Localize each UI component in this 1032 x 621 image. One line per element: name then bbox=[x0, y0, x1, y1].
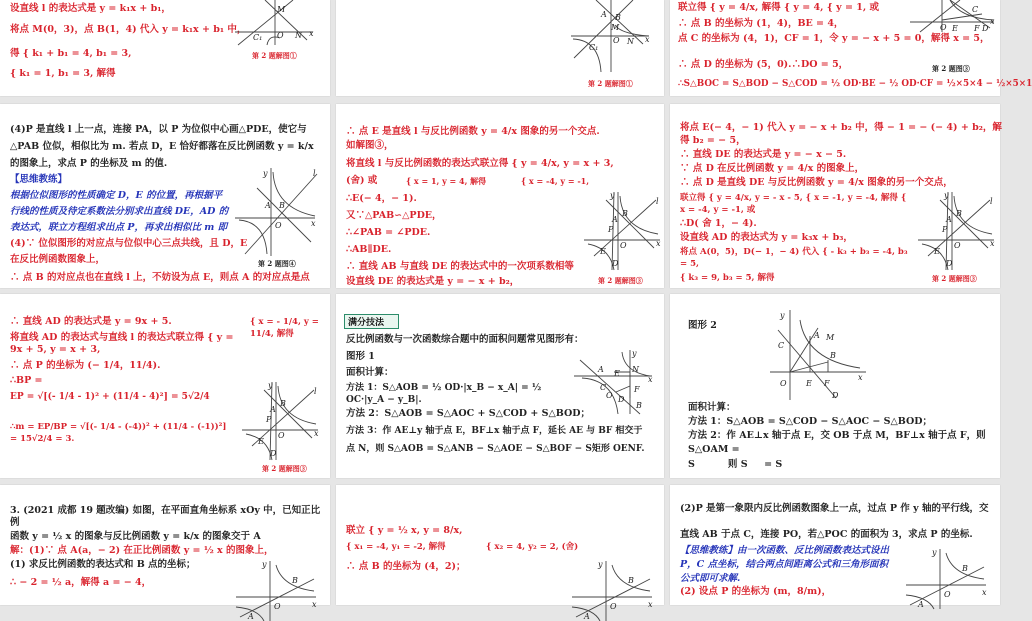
slide-4[interactable] bbox=[0, 104, 330, 288]
diagram-label: B bbox=[956, 209, 962, 218]
diagram-label: x bbox=[309, 29, 314, 38]
text-line: ∴D( 舍 1，− 4). bbox=[680, 218, 757, 229]
diagram-label: D bbox=[832, 391, 839, 400]
text-line: ∴ 点 B 的坐标为 (4，2)； bbox=[346, 561, 466, 572]
text-line: S△OAM = bbox=[688, 444, 740, 455]
diagram-label: O bbox=[620, 241, 627, 250]
hint-text: 公式即可求解. bbox=[680, 573, 741, 584]
slide-6[interactable] bbox=[670, 104, 1000, 288]
text-line: 直线 AB 于点 C，连接 PO，若△POC 的面积为 3，求点 P 的坐标. bbox=[680, 529, 973, 540]
text-line: 面积计算： bbox=[346, 367, 394, 378]
diagram-label: D bbox=[618, 395, 625, 404]
text-line: 设直线 l 的表达式是 y = k₁x + b₁， bbox=[10, 3, 171, 14]
slide-5[interactable] bbox=[336, 104, 664, 288]
text-line: (舍) 或 bbox=[346, 175, 378, 186]
text-line: 得 { k₁ + b₁ = 4, b₁ = 3, bbox=[10, 48, 132, 59]
slide-7[interactable] bbox=[0, 294, 330, 478]
slide-12[interactable] bbox=[670, 485, 1000, 609]
figure-diagram bbox=[235, 0, 315, 45]
diagram-label: O bbox=[606, 391, 613, 400]
diagram-label: B bbox=[636, 401, 642, 410]
text-line: ∴ 点 D 的坐标为 (5，0).∴DO = 5， bbox=[678, 59, 849, 70]
text-line: ∴ 点 B 的坐标为 (1，4)，BE = 4， bbox=[678, 18, 844, 29]
text-line: ∴ 点 B 的对应点也在直线 l 上，不妨设为点 E，则点 A 的对应点是点 bbox=[10, 272, 310, 283]
diagram-label: A bbox=[270, 405, 276, 414]
diagram-label: B bbox=[292, 576, 298, 585]
diagram-label: O bbox=[944, 590, 951, 599]
diagram-label: x bbox=[648, 600, 653, 609]
text-line: ∴ 直线 AD 的表达式是 y = 9x + 5. bbox=[10, 316, 172, 327]
text-line: ∴AB∥DE. bbox=[346, 244, 392, 255]
text-line: { k₁ = 1, b₁ = 3, 解得 bbox=[10, 68, 116, 79]
diagram-label: N bbox=[627, 37, 634, 46]
diagram-label: O bbox=[275, 221, 282, 230]
figure-caption: 第 2 题解图③ bbox=[598, 276, 643, 285]
diagram-label: x bbox=[990, 239, 995, 248]
diagram-label: C₁ bbox=[253, 33, 263, 42]
slide-10[interactable] bbox=[0, 485, 330, 621]
diagram-label: O bbox=[277, 31, 284, 40]
diagram-label: O bbox=[780, 379, 787, 388]
figure-diagram bbox=[770, 310, 866, 400]
diagram-lines bbox=[242, 382, 318, 460]
diagram-line bbox=[615, 25, 649, 36]
text-line: 联立得 { y = 4/x, 解得 { y = 4, { y = 1, 或 bbox=[678, 2, 879, 13]
figure-caption: 第 2 题图③ bbox=[932, 64, 970, 73]
figure-caption: 第 2 题解图③ bbox=[932, 274, 977, 283]
figure-caption: 第 2 题图④ bbox=[258, 259, 296, 268]
diagram-label: x bbox=[656, 239, 661, 248]
figure-caption: 第 2 题解图① bbox=[588, 79, 633, 88]
diagram-label: A bbox=[584, 612, 590, 621]
text-line: 图形 1 bbox=[346, 351, 375, 362]
text-line: EP = √[(- 1/4 - 1)² + (11/4 - 4)²] = 5√2/4 bbox=[10, 392, 210, 402]
diagram-line bbox=[574, 0, 633, 58]
text-line: 将点 A(0，5)，D(− 1，− 4) 代入 { - k₃ + b₃ = -4, b₃ = 5, bbox=[680, 247, 908, 269]
diagram-label: A bbox=[946, 215, 952, 224]
text-line: 方法 2：S△AOB = S△AOC + S△COD + S△BOD； bbox=[346, 408, 590, 419]
text-line: { x = - 1/4, y = 11/4, 解得 bbox=[250, 317, 319, 339]
diagram-line bbox=[257, 188, 311, 242]
text-line: 如解图③， bbox=[346, 140, 394, 151]
text-line: 函数 y = ½ x 的图象与反比例函数 y = k/x 的图象交于 A bbox=[10, 531, 261, 542]
text-line: ∴∠PAB = ∠PDE. bbox=[346, 227, 431, 238]
text-line: 将点 E(− 4，− 1) 代入 y = − x + b₂ 中，得 − 1 = − (− 4) + b₂，解 bbox=[680, 122, 1002, 133]
text-line: ∴S△BOC = S△BOD − S△COD = ½ OD·BE − ½ OD·CF = ½×5×4 − ½×5×1 bbox=[678, 79, 1032, 89]
diagram-lines bbox=[571, 0, 649, 72]
diagram-label: C bbox=[778, 341, 785, 350]
diagram-label: E bbox=[952, 24, 958, 33]
figure-diagram bbox=[242, 382, 320, 458]
slide-8[interactable] bbox=[336, 294, 664, 478]
text-line: 得 b₂ = − 5， bbox=[680, 135, 746, 146]
diagram-label: P bbox=[942, 225, 948, 234]
text-line: 点 N，则 S△AOB = S△ANB − S△AOE − S△BOF − S矩形 OENF. bbox=[346, 444, 645, 454]
slide-2[interactable] bbox=[336, 0, 664, 96]
text-line: ∴E(− 4，− 1). bbox=[346, 193, 417, 204]
text-line: ∴ − 2 = ½ a，解得 a = − 4， bbox=[10, 577, 152, 588]
text-line: ∴ 点 P 的坐标为 (− 1/4，11/4). bbox=[10, 360, 161, 371]
diagram-lines bbox=[584, 192, 660, 270]
diagram-label: x bbox=[314, 429, 319, 438]
diagram-label: D bbox=[612, 259, 619, 268]
text-line: 面积计算： bbox=[688, 402, 736, 413]
diagram-label: y bbox=[610, 191, 615, 200]
text-line: 联立 { y = ½ x, y = 8/x, bbox=[346, 525, 463, 536]
text-line: 方法 2：作 AE⊥x 轴于点 E，交 OB 于点 M，BF⊥x 轴于点 F，则 bbox=[688, 430, 986, 441]
diagram-label: l bbox=[656, 197, 659, 206]
text-line: 又∵△PAB∽△PDE， bbox=[346, 210, 442, 221]
slide-3[interactable] bbox=[670, 0, 1032, 96]
text-line: 设直线 AD 的表达式为 y = k₃x + b₃， bbox=[680, 232, 853, 243]
hint-text: 【思维教练】由一次函数、反比例函数表达式设出 bbox=[680, 545, 890, 556]
diagram-label: x bbox=[311, 219, 316, 228]
diagram-label: F bbox=[974, 24, 980, 33]
diagram-label: O bbox=[954, 241, 961, 250]
diagram-label: B bbox=[622, 209, 628, 218]
text-line: ∴BP = bbox=[10, 375, 43, 386]
text-line: 联立得 { y = 4/x, y = - x - 5, { x = -1, y = -4, 解得 { x = -4, y = -1, 或 bbox=[680, 193, 907, 215]
text-line: 方法 1：S△AOB = ½ OD·|x_B − x_A| = ½ OC·|y_A − y_B|. bbox=[346, 383, 542, 405]
figure-diagram bbox=[918, 191, 998, 268]
diagram-label: x bbox=[645, 35, 650, 44]
text-line: 方法 1：S△AOB = S△COD − S△AOC − S△BOD； bbox=[688, 416, 932, 427]
diagram-label: y bbox=[263, 169, 268, 178]
diagram-lines bbox=[235, 168, 317, 256]
diagram-label: y bbox=[632, 349, 637, 358]
text-line: { k₃ = 9, b₃ = 5, 解得 bbox=[680, 273, 775, 283]
figure-caption: 第 2 题解图① bbox=[252, 51, 297, 60]
text-line: 解：(1)∵ 点 A(a，− 2) 在正比例函数 y = ½ x 的图象上， bbox=[10, 545, 274, 556]
diagram-label: l bbox=[314, 387, 317, 396]
figure-diagram bbox=[906, 549, 988, 609]
text-line: 表达式，联立方程组求出点 P，再求出相似比 m 即 bbox=[10, 222, 228, 233]
text-line: 将点 M(0，3)，点 B(1，4) 代入 y = k₁x + b₁ 中， bbox=[10, 24, 247, 35]
diagram-label: C bbox=[972, 5, 979, 14]
diagram-label: O bbox=[274, 602, 281, 611]
text-line: ∴ 点 D 是直线 DE 与反比例函数 y = 4/x 图象的另一个交点， bbox=[680, 177, 953, 188]
diagram-line bbox=[239, 220, 267, 254]
text-line: (2) 设点 P 的坐标为 (m，8/m)， bbox=[680, 586, 832, 597]
diagram-label: x bbox=[858, 373, 863, 382]
text-line: { x = 1, y = 4, 解得 bbox=[406, 176, 487, 186]
diagram-line bbox=[616, 386, 630, 392]
diagram-label: A bbox=[601, 10, 607, 19]
diagram-label: D bbox=[270, 449, 277, 458]
diagram-label: y bbox=[932, 548, 937, 557]
diagram-label: B bbox=[279, 201, 285, 210]
diagram-label: x bbox=[312, 600, 317, 609]
diagram-label: M bbox=[277, 5, 286, 14]
hint-text: P，C 点坐标，结合两点间距离公式和三角形面积 bbox=[680, 559, 889, 570]
diagram-label: A bbox=[265, 201, 271, 210]
figure-diagram bbox=[572, 561, 654, 621]
diagram-label: A bbox=[612, 215, 618, 224]
text-line: 将直线 AD 的表达式与直线 l 的表达式联立得 { y = 9x + 5, y = x + 3, bbox=[10, 332, 234, 355]
diagram-label: B bbox=[628, 576, 634, 585]
text-line: ∴ 点 E 是直线 l 与反比例函数 y = 4/x 图象的另一个交点. bbox=[346, 126, 600, 137]
text-line: ∴m = EP/BP = √[(- 1/4 - (-4))² + (11/4 - (-1))²] = 15√2/4 = 3. bbox=[10, 422, 227, 444]
diagram-label: M bbox=[611, 23, 620, 32]
section-tag: 满分技法 bbox=[344, 314, 399, 329]
diagram-label: E bbox=[934, 247, 940, 256]
diagram-label: O bbox=[613, 36, 620, 45]
slide-1[interactable] bbox=[0, 0, 330, 96]
text-line: S 则 S = S bbox=[688, 459, 783, 470]
text-line: 的图象上，求点 P 的坐标及 m 的值. bbox=[10, 158, 168, 169]
figure-diagram bbox=[235, 168, 317, 256]
diagram-label: B bbox=[280, 399, 286, 408]
text-line: (1) 求反比例函数的表达式和 B 点的坐标； bbox=[10, 559, 196, 570]
diagram-label: F bbox=[634, 385, 640, 394]
diagram-label: E bbox=[600, 247, 606, 256]
text-line: 方法 3：作 AE⊥y 轴于点 E，BF⊥x 轴于点 F，延长 AE 与 BF 相交于 bbox=[346, 426, 643, 436]
diagram-label: O bbox=[610, 602, 617, 611]
diagram-label: O bbox=[278, 431, 285, 440]
text-line: (4)∵ 位似图形的对应点与位似中心三点共线，且 D，E bbox=[10, 238, 248, 249]
text-line: { x = -4, y = -1, bbox=[521, 176, 590, 186]
text-line: 在反比例函数图象上， bbox=[10, 254, 106, 265]
slide-9[interactable] bbox=[670, 294, 1000, 478]
text-line: 点 C 的坐标为 (4，1)，CF = 1，令 y = − x + 5 = 0，解得 x = 5， bbox=[678, 33, 990, 44]
diagram-label: B bbox=[830, 351, 836, 360]
diagram-label: x bbox=[648, 375, 653, 384]
diagram-label: A bbox=[814, 331, 820, 340]
diagram-label: F bbox=[824, 379, 830, 388]
diagram-label: l bbox=[313, 169, 316, 178]
text-line: 设直线 DE 的表达式是 y = − x + b₂， bbox=[346, 276, 520, 287]
diagram-line bbox=[580, 360, 640, 414]
diagram-label: B bbox=[962, 564, 968, 573]
diagram-label: D bbox=[946, 259, 953, 268]
diagram-label: l bbox=[990, 197, 993, 206]
figure-diagram bbox=[584, 192, 660, 270]
diagram-label: B bbox=[615, 13, 621, 22]
text-line: (4)P 是直线 l 上一点，连接 PA，以 P 为位似中心画△PDE，使它与 bbox=[10, 124, 307, 135]
text-line: 根据位似图形的性质确定 D，E 的位置，再根据平 bbox=[10, 190, 223, 201]
diagram-label: P bbox=[266, 415, 272, 424]
hint-heading: 【思维教练】 bbox=[10, 174, 68, 185]
diagram-label: E bbox=[806, 379, 812, 388]
diagram-label: D bbox=[982, 24, 989, 33]
diagram-lines bbox=[918, 192, 994, 270]
diagram-label: A bbox=[598, 365, 604, 374]
text-line: { x₂ = 4, y₂ = 2, (舍) bbox=[486, 542, 579, 552]
diagram-label: y bbox=[268, 381, 273, 390]
figure-diagram bbox=[574, 350, 654, 414]
diagram-label: E bbox=[614, 369, 620, 378]
text-line: 3. (2021 成都 19 题改编) 如图，在平面直角坐标系 xOy 中，已知正比例 bbox=[10, 505, 321, 528]
diagram-label: y bbox=[780, 311, 785, 320]
text-line: ∴ 直线 AB 与直线 DE 的表达式中的一次项系数相等 bbox=[346, 261, 574, 272]
slide-11[interactable] bbox=[336, 485, 664, 621]
diagram-label: y bbox=[262, 560, 267, 569]
diagram-label: x bbox=[990, 17, 995, 26]
text-line: 将直线 l 与反比例函数的表达式联立得 { y = 4/x, y = x + 3, bbox=[346, 158, 614, 169]
diagram-label: x bbox=[982, 588, 987, 597]
diagram-label: N bbox=[632, 365, 639, 374]
figure-diagram bbox=[571, 0, 651, 72]
diagram-line bbox=[800, 320, 860, 368]
diagram-label: O bbox=[940, 23, 947, 32]
text-line: △PAB 位似，相似比为 m. 若点 D，E 恰好都落在反比例函数 y = k/x bbox=[10, 141, 314, 152]
diagram-label: C₁ bbox=[589, 43, 599, 52]
text-line: 反比例函数与一次函数综合题中的面积问题常见图形有： bbox=[346, 334, 584, 345]
text-line: 图形 2 bbox=[688, 320, 717, 331]
diagram-label: A bbox=[248, 612, 254, 621]
figure-diagram bbox=[910, 0, 995, 32]
diagram-label: y bbox=[944, 191, 949, 200]
text-line: ∴ 直线 DE 的表达式是 y = − x − 5. bbox=[680, 149, 847, 160]
text-line: (2)P 是第一象限内反比例函数图象上一点，过点 P 作 y 轴的平行线，交 bbox=[680, 503, 989, 514]
text-line: { x₁ = -4, y₁ = -2, 解得 bbox=[346, 542, 446, 552]
diagram-label: A bbox=[918, 600, 924, 609]
figure-caption: 第 2 题解图③ bbox=[262, 464, 307, 473]
diagram-label: E bbox=[258, 437, 264, 446]
figure-diagram bbox=[236, 561, 318, 621]
diagram-label: M bbox=[826, 333, 835, 342]
text-line: ∵ 点 D 在反比例函数 y = 4/x 的图象上， bbox=[680, 163, 865, 174]
text-line: 行线的性质及待定系数法分别求出直线 DE，AD 的 bbox=[10, 206, 229, 217]
diagram-label: C bbox=[600, 383, 607, 392]
diagram-label: y bbox=[598, 560, 603, 569]
diagram-label: N bbox=[295, 31, 302, 40]
diagram-label: P bbox=[608, 225, 614, 234]
